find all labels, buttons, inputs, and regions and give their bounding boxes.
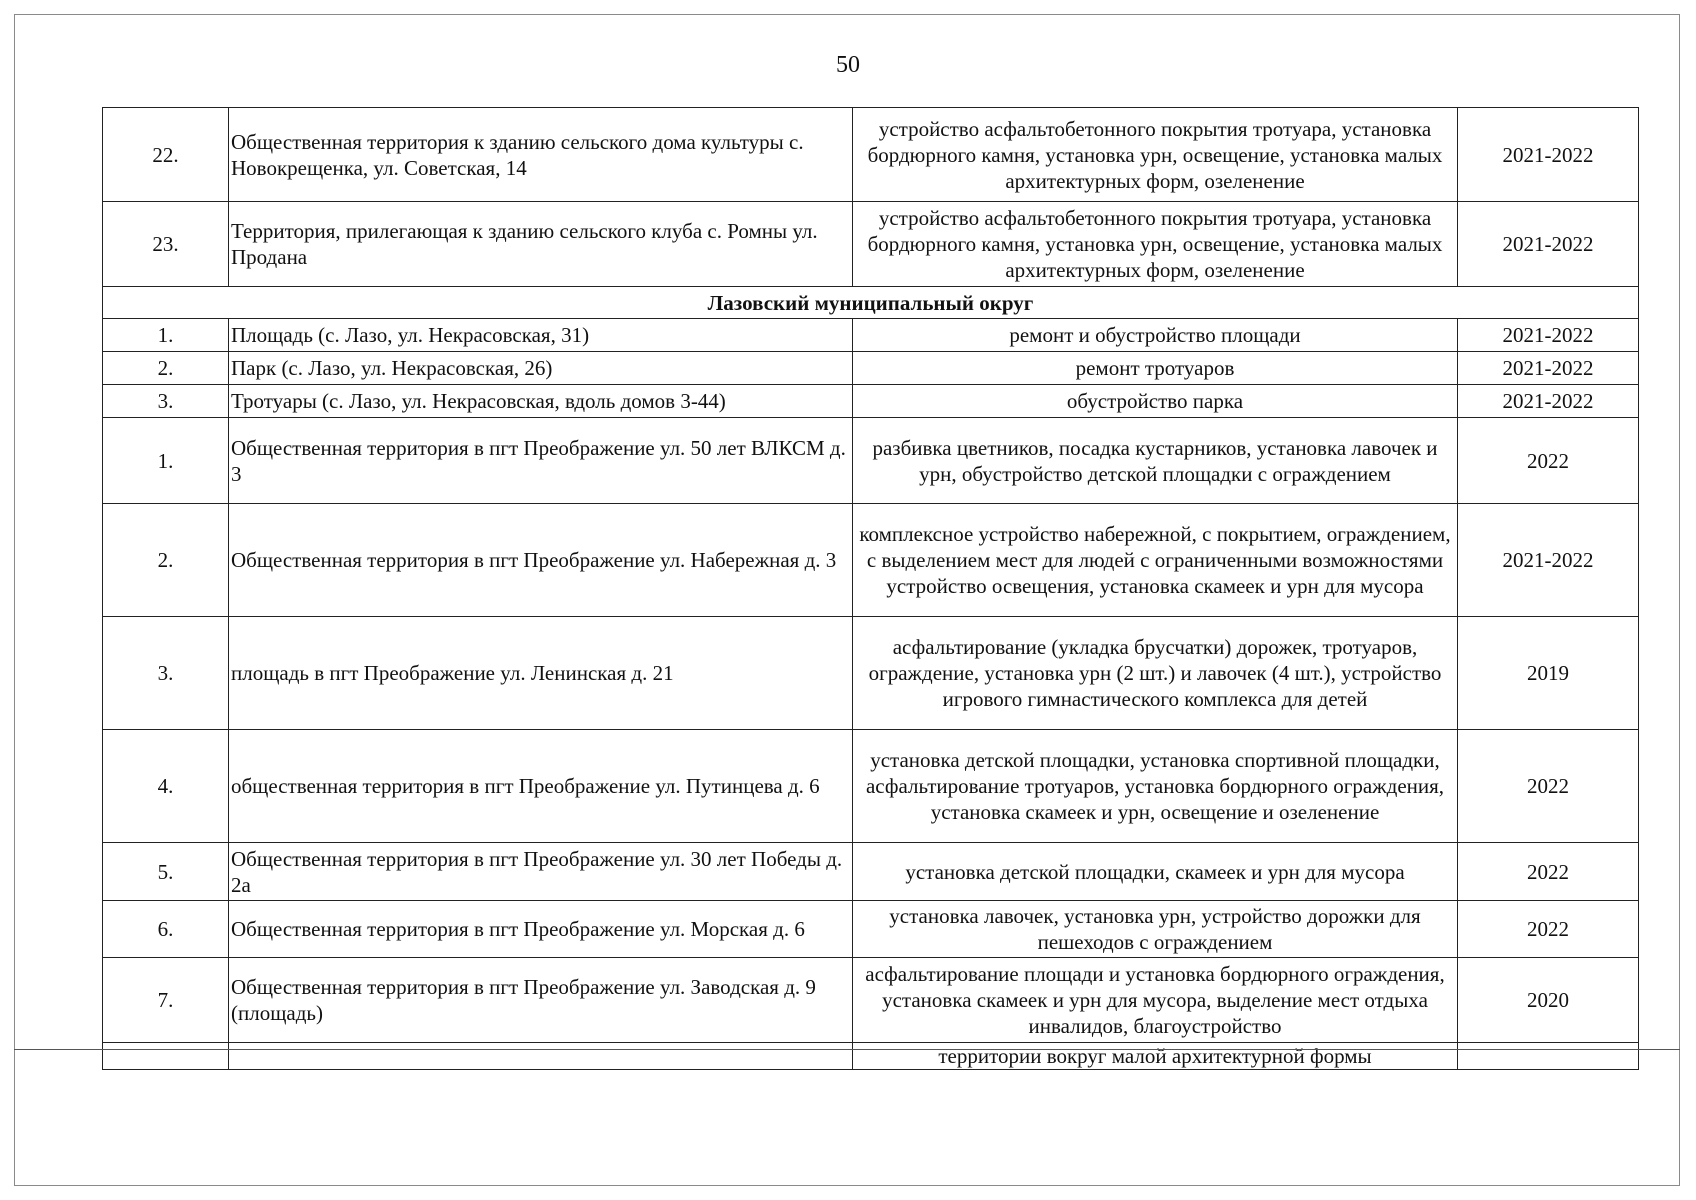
table-row [103,418,1639,504]
table-row [103,730,1639,843]
implementation-years: 2021-2022 [1458,385,1639,418]
works-description: установка детской площадки, установка спортивной площадки, асфальтирование тротуаров, установка бордюрного ограждения, установка скамеек и урн, освещение и озеленение [853,730,1458,843]
works-description: разбивка цветников, посадка кустарников, установка лавочек и урн, обустройство детской площадки с ограждением [853,418,1458,504]
territory-name: Парк (с. Лазо, ул. Некрасовская, 26) [229,352,853,385]
territory-name: Общественная территория в пгт Преображение ул. 30 лет Победы д. 2а [229,843,853,901]
territory-name: Общественная территория к зданию сельского дома культуры с. Новокрещенка, ул. Советская, 14 [229,108,853,202]
works-description: устройство асфальтобетонного покрытия тротуара, установка бордюрного камня, установка урн, освещение, установка малых архитектурных форм, озеленение [853,202,1458,287]
row-number: 1. [103,418,229,504]
implementation-years: 2021-2022 [1458,319,1639,352]
row-number: 4. [103,730,229,843]
works-description: ремонт тротуаров [853,352,1458,385]
table-row [103,1043,1639,1070]
table-row [103,504,1639,617]
works-description: ремонт и обустройство площади [853,319,1458,352]
implementation-years: 2021-2022 [1458,352,1639,385]
row-number: 1. [103,319,229,352]
works-description: устройство асфальтобетонного покрытия тротуара, установка бордюрного камня, установка урн, освещение, установка малых архитектурных форм, озеленение [853,108,1458,202]
page-cut-line [14,1049,1680,1050]
implementation-years: 2020 [1458,958,1639,1043]
territory-name: Общественная территория в пгт Преображение ул. Набережная д. 3 [229,504,853,617]
territory-name: Общественная территория в пгт Преображение ул. Заводская д. 9 (площадь) [229,958,853,1043]
territory-name: Территория, прилегающая к зданию сельского клуба с. Ромны ул. Продана [229,202,853,287]
table-row [103,901,1639,958]
territory-name: площадь в пгт Преображение ул. Ленинская д. 21 [229,617,853,730]
table-row [103,843,1639,901]
implementation-years: 2021-2022 [1458,202,1639,287]
implementation-years: 2019 [1458,617,1639,730]
row-number: 23. [103,202,229,287]
territory-name: Общественная территория в пгт Преображение ул. Морская д. 6 [229,901,853,958]
table-row [103,319,1639,352]
works-description: обустройство парка [853,385,1458,418]
implementation-years: 2022 [1458,730,1639,843]
table-row [103,385,1639,418]
implementation-years [1458,1043,1639,1070]
table-row [103,958,1639,1043]
implementation-years: 2021-2022 [1458,108,1639,202]
implementation-years: 2021-2022 [1458,504,1639,617]
works-description: асфальтирование (укладка брусчатки) дорожек, тротуаров, ограждение, установка урн (2 шт.) и лавочек (4 шт.), устройство игрового гимнастического комплекса для детей [853,617,1458,730]
section-header-row [103,287,1639,319]
works-description: установка лавочек, установка урн, устройство дорожки для пешеходов с ограждением [853,901,1458,958]
works-description: установка детской площадки, скамеек и урн для мусора [853,843,1458,901]
page-number: 50 [836,52,860,78]
territory-name: Тротуары (с. Лазо, ул. Некрасовская, вдоль домов 3-44) [229,385,853,418]
territory-name: Общественная территория в пгт Преображение ул. 50 лет ВЛКСМ д. 3 [229,418,853,504]
territory-name: Площадь (с. Лазо, ул. Некрасовская, 31) [229,319,853,352]
works-description: асфальтирование площади и установка бордюрного ограждения, установка скамеек и урн для мусора, выделение мест отдыха инвалидов, благоустройство [853,958,1458,1043]
row-number: 5. [103,843,229,901]
table-row [103,352,1639,385]
territory-name: общественная территория в пгт Преображение ул. Путинцева д. 6 [229,730,853,843]
territories-table [102,107,1639,1070]
row-number: 2. [103,352,229,385]
implementation-years: 2022 [1458,843,1639,901]
row-number: 2. [103,504,229,617]
works-description: территории вокруг малой архитектурной формы [853,1043,1458,1070]
section-title: Лазовский муниципальный округ [103,287,1639,319]
row-number [103,1043,229,1070]
row-number: 6. [103,901,229,958]
works-description: комплексное устройство набережной, с покрытием, ограждением, с выделением мест для людей с ограниченными возможностями устройство освещения, установка скамеек и урн для мусора [853,504,1458,617]
row-number: 7. [103,958,229,1043]
implementation-years: 2022 [1458,901,1639,958]
row-number: 22. [103,108,229,202]
row-number: 3. [103,617,229,730]
implementation-years: 2022 [1458,418,1639,504]
table-row [103,617,1639,730]
row-number: 3. [103,385,229,418]
table-row [103,108,1639,202]
territory-name [229,1043,853,1070]
table-row [103,202,1639,287]
